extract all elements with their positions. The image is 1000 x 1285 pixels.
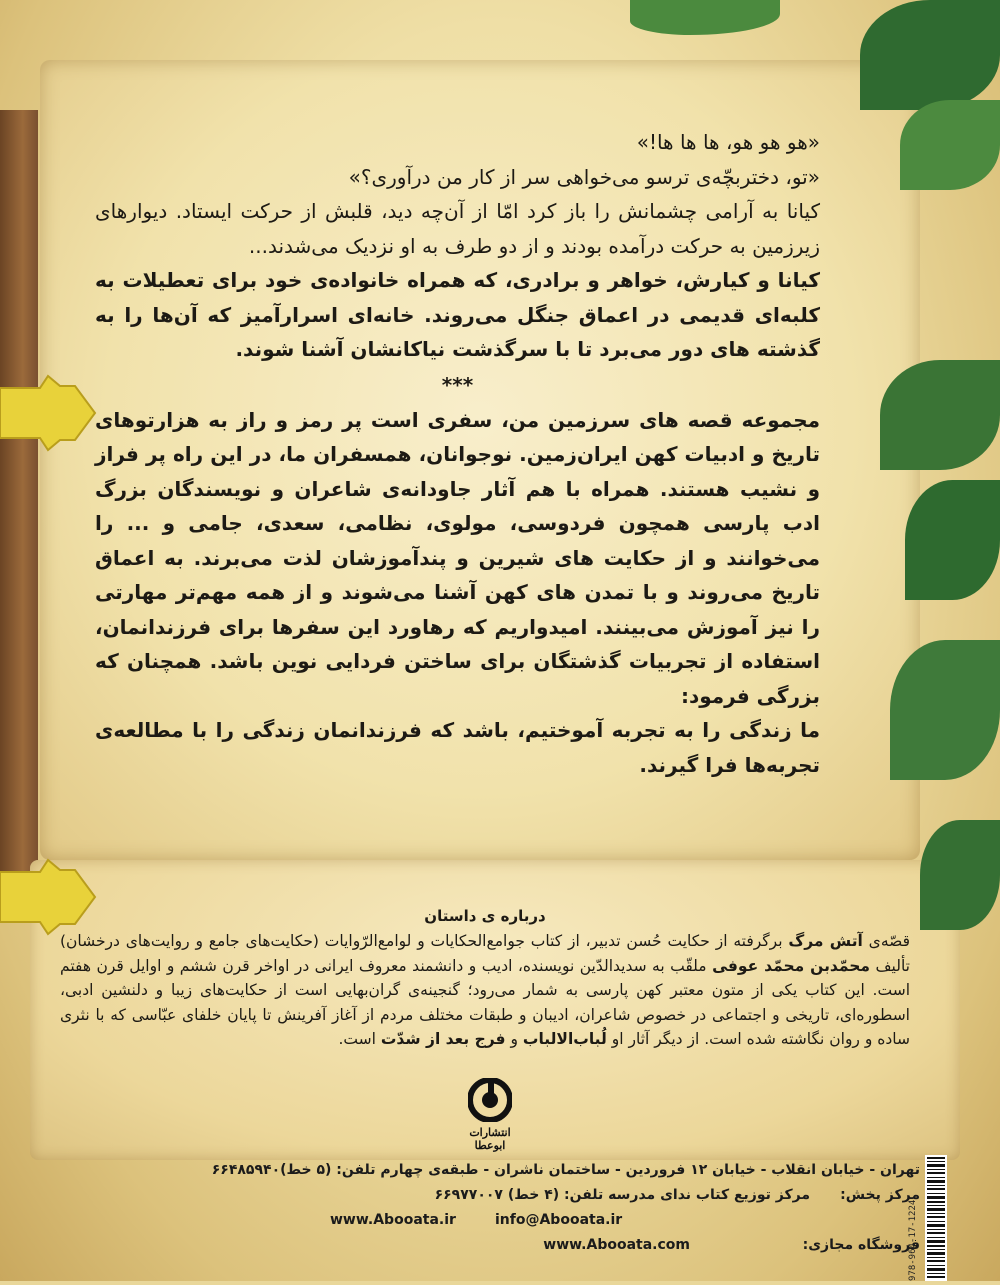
series-name: مجموعه قصه‌ های سرزمین من، <box>501 407 820 432</box>
publisher-logo-icon <box>468 1078 512 1122</box>
series-paragraph <box>95 403 820 714</box>
contact-row <box>160 1208 920 1233</box>
distribution-row <box>160 1183 920 1208</box>
about-text-b: برگرفته از حکایت حُسن تدبیر، از کتاب جوامع‌الحکایات و لوامع‌الرّوایات (حکایت‌های جامع و روایت‌های درخشان) تألیف <box>60 932 910 975</box>
publisher-logo <box>455 1078 525 1158</box>
series-description: سفری است پر رمز و راز به هزارتوهای تاریخ و ادبیات کهن ایران‌زمین. نوجوانان، همسفران ما، در این راه پر فراز و نشیب هستند. همراه با هم آثار جاودانه‌ی شاعران و نویسندگان بزرگ ادب پارسی همچون فردوسی، مولوی، نظامی، سعدی، جامی و ... را می‌خوانند و از حکایت‌ های شیرین و پندآموزشان لذت می‌برند. به اعماق تاریخ می‌روند و با تمدن‌ های کهن آشنا می‌شوند و از همه مهم‌تر مهارتی را نیز آموزش می‌بینند. امیدواریم که رهاورد این سفرها برای فرزندانمان، استفاده از تجربیات گذشتگان برای ساختن فردایی نوین باشد. همچنان که بزرگی فرمود: <box>95 407 820 708</box>
about-text <box>60 929 910 1052</box>
about-story <box>60 905 910 1052</box>
section-separator: *** <box>441 372 474 397</box>
isbn-text: 978-964-17-1224 <box>908 1199 918 1281</box>
barcode-icon <box>925 1155 947 1281</box>
quote: ما زندگی را به تجربه آموختیم، باشد که فرزندانمان زندگی را با مطالعه‌ی تجربه‌ها فرا گیرند. <box>95 718 820 777</box>
dialogue-line-1: «هو هو هو، ها ها ها!» <box>636 130 820 154</box>
book-spine <box>0 110 38 880</box>
hinge-upper-icon <box>0 368 100 458</box>
shop-label: فروشگاه مجازی: <box>802 1237 920 1253</box>
about-text-a: قصّه‌ی <box>862 932 910 950</box>
about-text-c: ملقّب به سدیدالدّین نویسنده، ادیب و دانشمند معروف ایرانی در اواخر قرن ششم و اوایل قرن هفتم است. این کتاب یکی از متون معتبر کهن پارسی به شمار می‌رود؛ گنجینه‌ی گران‌بهایی است از حکایت‌های زیبا و دلنشین ادبی، اسطوره‌ای، تاریخی و اجتماعی در خصوص شاعران، ادیبان و طبقات مختلف مردم از آغاز آفرینش تا پایان خلفای عبّاسی که با نثری ساده و روان نگاشته شده است. از دیگر آثار او <box>60 956 910 1048</box>
about-text-d: و <box>505 1030 523 1048</box>
distribution-info: مرکز توزیع کتاب ندای مدرسه تلفن: (۴ خط) ۶۶۹۷۷۰۰۷ <box>434 1187 810 1203</box>
author-name: محمّدبن محمّد عوفی <box>712 956 871 975</box>
work-title-2: فرج بعد از شدّت <box>380 1030 506 1048</box>
about-title: درباره‌ ی داستان <box>424 907 546 925</box>
isbn-barcode <box>925 1155 947 1281</box>
publisher-logo-text: انتشارات ابوعطا <box>469 1126 511 1152</box>
email-link[interactable]: info@Abooata.ir <box>495 1212 623 1228</box>
story-title: آتش مرگ <box>788 932 863 950</box>
story-paragraph-2: کیانا و کیارش، خواهر و برادری، که همراه خانواده‌ی خود برای تعطیلات به کلبه‌ای قدیمی در اعماق جنگل می‌روند. خانه‌ای اسرارآمیز که آن‌ها را به گذشته‌ های دور می‌برد تا با سرگذشت نیاکانشان آشنا شوند. <box>95 268 820 361</box>
story-paragraph-1: کیانا به آرامی چشمانش را باز کرد امّا از آن‌چه دید، قلبش از حرکت ایستاد. دیوارهای زیرزمین به حرکت درآمده بودند و از دو طرف به او نزدیک می‌شدند... <box>95 199 820 258</box>
distribution-label: مرکز پخش: <box>840 1187 920 1203</box>
shop-link[interactable]: www.Abooata.com <box>543 1237 690 1253</box>
shop-row <box>160 1233 920 1258</box>
work-title-1: لُباب‌الالباب <box>522 1030 607 1048</box>
story-excerpt <box>95 125 820 782</box>
about-text-e: است. <box>338 1030 381 1048</box>
website-link[interactable]: www.Abooata.ir <box>330 1212 456 1228</box>
address-row: تهران - خیابان انقلاب - خیابان ۱۲ فروردین - ساختمان ناشران - طبقه‌ی چهارم تلفن: (۵ خط)۶۶۴۸۵۹۴۰ <box>211 1162 920 1178</box>
dialogue-line-2: «تو، دختربچّه‌ی ترسو می‌خواهی سر از کار من درآوری؟» <box>348 164 820 189</box>
publisher-footer <box>160 1158 920 1258</box>
